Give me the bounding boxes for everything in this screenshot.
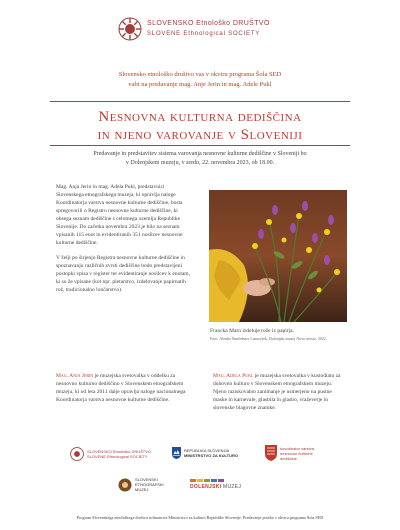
bio-name: Mag. Adela Pukl — [213, 373, 254, 379]
funding-notice: Program Slovenskega etnološkega društva sofinancira Ministrstvo za kulturo Republike Slovenije. Predavanje poteka v okviru programa Šola SED — [76, 515, 324, 520]
partner-logos-row-1 — [60, 443, 350, 467]
sem-logo-line-3: MUZEJ — [135, 487, 149, 492]
dm-logo-word-2: MUZEJ — [223, 484, 242, 490]
coordinator-logo-line-1: koordinator varstva — [280, 445, 315, 451]
paper-flowers-photo — [209, 190, 347, 322]
event-details-line-1: Predavanje in predstavitev sistema varovanja nesnovne kulturne dediščine v Sloveniji bo — [93, 151, 307, 157]
coordinator-logo-line-3: dediščine — [280, 455, 297, 461]
title-line-1: Nesnovna kulturna dediščina — [98, 109, 302, 125]
photo-caption — [210, 327, 350, 342]
sem-seal-icon — [118, 478, 132, 492]
society-name: SLOVENSKO Etnološko DRUŠTVO — [147, 20, 270, 27]
description-paragraph-2: V želji po širjenju Registra nesnovne kulturne dediščine in spoznavanju različnih zvrsti dediščine bodo predstavljeni postopki vpisa v register ter evidentiranje nosilcev k enotam, ki so že vpisane (kot npr. pletarstvo, izdelovanje papirnatih rož, tradicionalno lončarstvo). — [56, 255, 190, 293]
description — [56, 183, 191, 301]
society-logo — [118, 14, 270, 44]
bio-text: je muzejska svetovalka v oddelku za nesnovno kulturno dediščino v Slovenskem etnografskem muzeju, ki od leta 2011 dalje opravlja naloge nacionalnega Koordinatorja varstva nesnovne kulturne dediščine. — [56, 373, 186, 403]
bio-anja-jerin — [56, 372, 189, 412]
caption-text: Francka Marn izdeluje rože iz papirja. — [210, 328, 294, 334]
coordinator-logo — [265, 445, 314, 461]
partner-logos-row-2 — [110, 473, 310, 497]
speaker-bios — [56, 372, 346, 412]
society-seal-icon — [118, 17, 142, 41]
sed-logo-line-2: SLOVENE Ethnological SOCIETY — [87, 454, 148, 459]
society-name-english: SLOVENE Ethnological SOCIETY — [147, 31, 261, 37]
dm-logo-word-1: DOLENJSKI — [190, 484, 222, 490]
coordinator-shield-icon — [265, 445, 277, 461]
photo-credit: Foto: Alenka Šmitlehner Lamovšek, Dolenjski muzej Novo mesto, 2022. — [210, 336, 327, 341]
event-details-line-2: v Dolenjskem muzeju, v sredo, 22. novembra 2023, ob 18.00. — [125, 160, 275, 166]
invitation-line-2: vabi na predavanje mag. Anje Jerin in mag. Adele Pukl — [128, 81, 272, 88]
sem-logo — [118, 477, 164, 492]
ministry-logo-line-1: REPUBLIKA SLOVENIJA — [184, 448, 230, 453]
sem-logo-line-2: ETNOGRAFSKI — [135, 482, 164, 487]
description-paragraph-1: Mag. Anja Jerin in mag. Adela Pukl, predstavnici Slovenskega etnografskega muzeja, ki opravlja naloge Koordinatorja varstva nesnovne kulturne dediščine, bosta spregovorili o Registru nesnovne kulturne dediščine, ki obsega seznam dediščine s celotnega ozemlja Republike Slovenije. Do začetka novembra 2023 je bilo na seznam vpisanih 115 enot in evidentiranih 351 nosilcev nesnovne kulturne dediščine. — [56, 184, 183, 246]
sed-seal-icon — [70, 447, 84, 461]
invitation-line-1: Slovensko etnološko društvo vas v okviru programa Šola SED — [118, 71, 282, 78]
event-details — [60, 150, 340, 168]
dm-color-bars — [190, 479, 241, 482]
bio-adela-pukl — [213, 372, 346, 412]
lecture-title — [50, 108, 350, 144]
sed-logo — [70, 447, 151, 461]
sem-logo-line-1: SLOVENSKI — [135, 477, 158, 482]
dolenjski-muzej-logo — [190, 479, 241, 490]
divider-bottom — [50, 145, 350, 146]
ministry-logo — [172, 447, 238, 459]
invitation — [60, 70, 340, 90]
bio-text: je muzejska svetovalka v kustodiatu za duhovno kulturo v Slovenskem etnografskem muzeju. Njeno raziskovalno zanimanje je usmerjeno na pustne maske in karnevale, glasbila in glasbo, vraževerje in slovenske blagovne znamke. — [213, 373, 341, 411]
divider-top — [50, 101, 350, 102]
ministry-logo-line-2: MINISTRSTVO ZA KULTURO — [184, 453, 238, 458]
sed-logo-line-1: SLOVENSKO Etnološko DRUŠTVO — [87, 449, 152, 454]
title-line-2: in njeno varovanje v Sloveniji — [97, 127, 303, 143]
bio-name: Mag. Anja Jerin — [56, 373, 94, 379]
coordinator-logo-line-2: nesnovne kulturne — [280, 450, 313, 456]
slovenia-coat-of-arms-icon — [172, 447, 181, 459]
